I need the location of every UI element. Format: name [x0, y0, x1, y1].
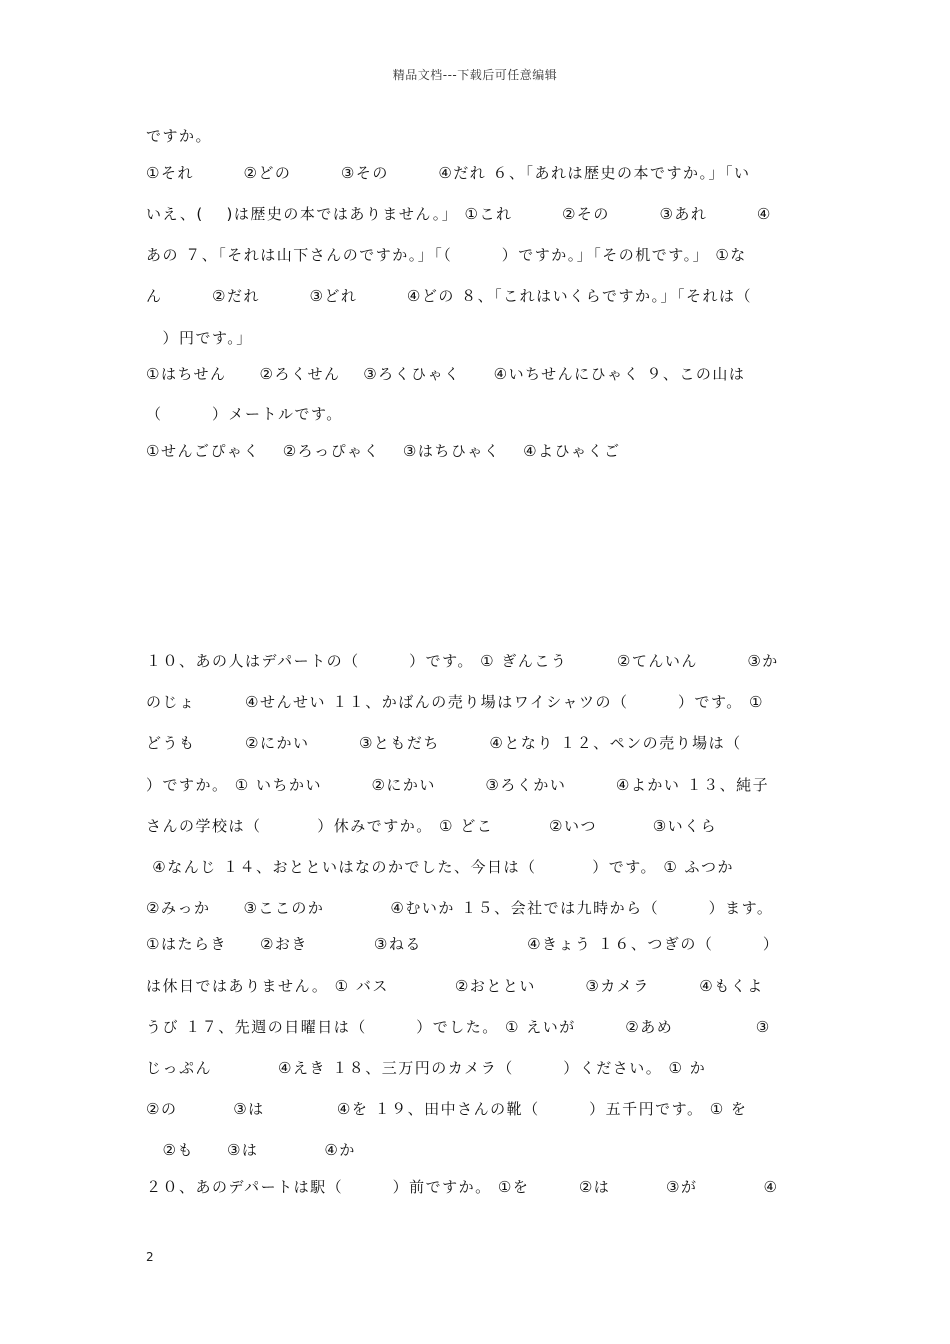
text-line: ②も ③は ④か: [146, 1141, 356, 1159]
page-number: 2: [146, 1250, 154, 1264]
text-line: うび １７、先週の日曜日は（ ）でした。 ① えいが ②あめ ③: [146, 1018, 771, 1036]
text-line: ①それ ②どの ③その ④だれ ６、「あれは歴史の本ですか。」「い: [146, 164, 751, 182]
text-line: ②みっか ③ここのか ④むいか １５、会社では九時から（ ）ます。: [146, 899, 774, 917]
text-line: さんの学校は（ ）休みですか。 ① どこ ②いつ ③いくら: [146, 817, 718, 835]
text-line: ２０、あのデパートは駅（ ）前ですか。 ①を ②は ③が ④: [146, 1178, 779, 1196]
text-line: ④なんじ １４、おとといはなのかでした、今日は（ ）です。 ① ふつか: [146, 858, 735, 876]
text-line: （ ）メートルです。: [146, 405, 343, 423]
text-line: いえ、( )は歴史の本ではありません。」 ①これ ②その ③あれ ④: [146, 205, 772, 223]
text-line: あの ７、「それは山下さんのですか。」「（ ）ですか。」「その机です。」 ①な: [146, 246, 747, 264]
text-line: どうも ②にかい ③ともだち ④となり １２、ペンの売り場は（: [146, 734, 742, 752]
text-line: ん ②だれ ③どれ ④どの ８、「これはいくらですか。」「それは（: [146, 287, 752, 305]
page-header: 精品文档---下载后可任意编辑: [392, 68, 558, 82]
text-line: は休日ではありません。 ① バス ②おととい ③カメラ ④もくよ: [146, 977, 764, 995]
text-line: ①はちせん ②ろくせん ③ろくひゃく ④いちせんにひゃく ９、この山は: [146, 365, 746, 383]
text-line: １０、あの人はデパートの（ ）です。 ① ぎんこう ②てんいん ③か: [146, 652, 779, 670]
text-line: ）円です。」: [146, 329, 253, 347]
text-line: のじょ ④せんせい １１、かばんの売り場はワイシャツの（ ）です。 ①: [146, 693, 764, 711]
text-line: ①はたらき ②おき ③ねる ④きょう １６、つぎの（ ）: [146, 935, 780, 953]
text-line: じっぷん ④えき １８、三万円のカメラ（ ）ください。 ① か: [146, 1059, 707, 1077]
text-line: ②の ③は ④を １９、田中さんの靴（ ）五千円です。 ① を: [146, 1100, 748, 1118]
text-line: ①せんごぴゃく ②ろっぴゃく ③はちひゃく ④よひゃくご: [146, 442, 621, 460]
text-line: ）ですか。 ① いちかい ②にかい ③ろくかい ④よかい １３、純子: [146, 776, 770, 794]
text-line: ですか。: [146, 127, 213, 145]
